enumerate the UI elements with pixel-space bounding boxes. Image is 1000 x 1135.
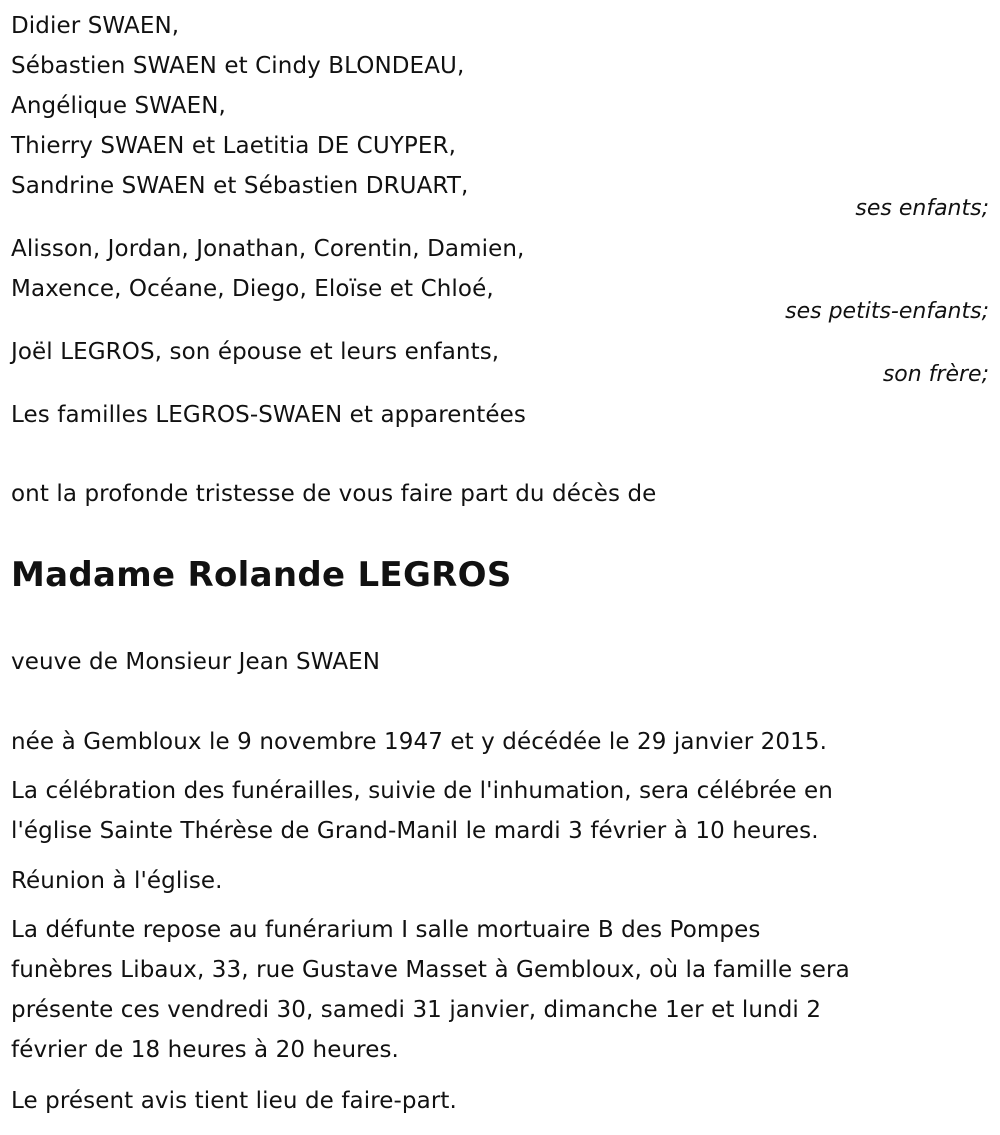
grandchildren-line: Alisson, Jordan, Jonathan, Corentin, Damien, [11,236,525,262]
child-line: Sébastien SWAEN et Cindy BLONDEAU, [11,53,465,79]
child-line: Angélique SWAEN, [11,93,226,119]
birth-death: née à Gembloux le 9 novembre 1947 et y décédée le 29 janvier 2015. [11,729,828,755]
brother-role: son frère; [882,362,989,387]
deceased-name: Madame Rolande LEGROS [11,555,512,595]
closing: Le présent avis tient lieu de faire-part. [11,1088,457,1114]
repose-line: février de 18 heures à 20 heures. [11,1037,399,1063]
ceremony-line: l'église Sainte Thérèse de Grand-Manil le mardi 3 février à 10 heures. [11,818,819,844]
repose-line: présente ces vendredi 30, samedi 31 janvier, dimanche 1er et lundi 2 [11,997,822,1023]
brother-line: Joël LEGROS, son épouse et leurs enfants, [11,339,500,365]
widow-of: veuve de Monsieur Jean SWAEN [11,649,381,675]
announcement: ont la profonde tristesse de vous faire part du décès de [11,481,657,507]
children-role: ses enfants; [855,196,989,221]
grandchildren-role: ses petits-enfants; [785,299,989,324]
child-line: Didier SWAEN, [11,13,180,39]
child-line: Sandrine SWAEN et Sébastien DRUART, [11,173,469,199]
repose-line: funèbres Libaux, 33, rue Gustave Masset à Gembloux, où la famille sera [11,957,850,983]
families-line: Les familles LEGROS-SWAEN et apparentées [11,402,526,428]
child-line: Thierry SWAEN et Laetitia DE CUYPER, [11,133,457,159]
meeting: Réunion à l'église. [11,868,223,894]
grandchildren-line: Maxence, Océane, Diego, Eloïse et Chloé, [11,276,494,302]
repose-line: La défunte repose au funérarium I salle mortuaire B des Pompes [11,917,761,943]
ceremony-line: La célébration des funérailles, suivie de l'inhumation, sera célébrée en [11,778,833,804]
